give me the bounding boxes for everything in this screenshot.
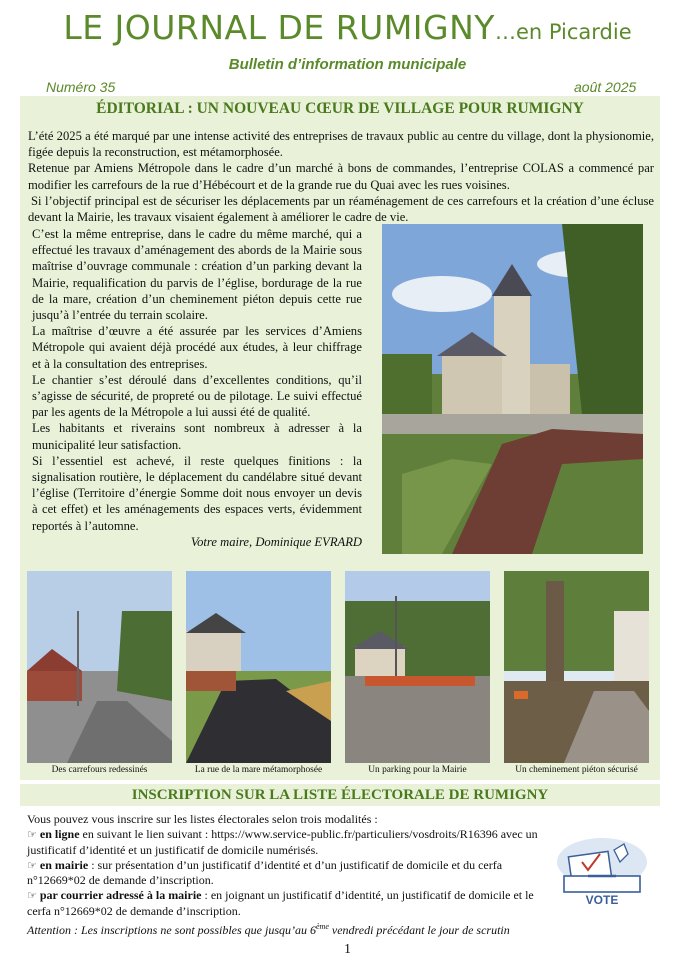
parking-photo — [345, 571, 490, 763]
method-online: ☞ en ligne en suivant le lien suivant : https://www.service-public.fr/particuliers/vosdroits/R16396 avec un justificatif d’identité et un justificatif de domicile numérisés. — [27, 827, 538, 857]
journal-title: LE JOURNAL DE RUMIGNY — [63, 8, 495, 47]
photo-caption: Un cheminement piéton sécurisé — [515, 765, 638, 775]
hand-pointer-icon: ☞ — [27, 828, 37, 842]
method-town-hall: ☞ en mairie : sur présentation d’un justificatif d’identité et d’un justificatif de domicile et du cerfa n°12669*02 de demande d’inscription. — [27, 857, 503, 888]
intro-paragraph: Si l’objectif principal est de sécuriser les déplacements par un réaménagement de ces carrefours et la création d’une écluse devant la Mairie, les travaux visaient également à améliorer le cadre de vie. — [28, 193, 654, 225]
issue-date: août 2025 — [574, 79, 637, 95]
hand-pointer-icon: ☞ — [27, 858, 37, 872]
column-paragraph: Les habitants et riverains sont nombreux à adresser à la municipalité leur satisfaction. — [32, 421, 362, 452]
vote-label: VOTE — [585, 893, 619, 907]
page-number: 1 — [344, 942, 351, 957]
editorial-intro — [28, 128, 654, 225]
column-paragraph: La maîtrise d’œuvre a été assurée par les services d’Amiens Métropole qui avaient déjà procédé aux études, à leur chiffrage et à la consultation des entreprises. — [32, 324, 362, 371]
inscription-intro: Vous pouvez vous inscrire sur les listes électorales selon trois modalités : — [27, 812, 378, 826]
intro-paragraph: Retenue par Amiens Métropole dans le cadre d’un marché à bons de commandes, l’entreprise COLAS a commencé par modifier les carrefours de la rue d’Hébécourt et de la grande rue du Quai avec les rues voisines. — [28, 161, 654, 192]
church-photo — [382, 224, 643, 554]
editorial-column — [32, 226, 362, 550]
crossroads-photo — [27, 571, 172, 763]
mare-street-photo — [186, 571, 331, 763]
editorial-title: ÉDITORIAL : UN NOUVEAU CŒUR DE VILLAGE POUR RUMIGNY — [96, 100, 584, 117]
column-paragraph: C’est la même entreprise, dans le cadre du même marché, qui a effectué les travaux d’aménagement des abords de la Mairie sous maîtrise d’ouvrage communale : création d’un parking devant la Mairie, requalification du parvis de l’église, bordurage de la rue de la mare, création d’un cheminement piéton depuis cette rue jusqu’à l’entrée du terrain scolaire. — [32, 227, 362, 323]
masthead — [0, 8, 695, 47]
ballot-box-icon — [552, 832, 652, 912]
method-mail: ☞ par courrier adressé à la mairie : en joignant un justificatif d’identité, un justificatif de domicile et le cerfa n°12669*02 de demande d’inscription. — [27, 888, 534, 918]
footpath-photo — [504, 571, 649, 763]
inscription-warning: Attention : Les inscriptions ne sont possibles que jusqu’au 6ème vendredi précédant le jour de scrutin — [27, 922, 510, 938]
inscription-title: INSCRIPTION SUR LA LISTE ÉLECTORALE DE RUMIGNY — [20, 784, 660, 806]
mayor-signature: Votre maire, Dominique EVRARD — [190, 534, 362, 549]
hand-pointer-icon: ☞ — [27, 889, 37, 903]
photo-caption: La rue de la mare métamorphosée — [194, 765, 323, 775]
journal-subtitle: Bulletin d’information municipale — [228, 56, 467, 73]
column-paragraph: Le chantier s’est déroulé dans d’excellentes conditions, qu’il s’agisse de sécurité, de propreté ou de pilotage. Le suivi effectué par les agents de la Métropole a lui aussi été de qualité. — [32, 372, 362, 420]
photo-caption: Des carrefours redessinés — [51, 765, 148, 775]
issue-number: Numéro 35 — [46, 79, 116, 95]
inscription-text — [27, 812, 540, 938]
column-paragraph: Si l’essentiel est achevé, il reste quelques finitions : la signalisation routière, le déplacement du candélabre situé devant l’église (Territoire d’énergie Somme doit nous envoyer un devis à cet effet) et les aménagements des espaces verts, évidemment reportés à l’automne. — [32, 453, 362, 533]
intro-paragraph: L’été 2025 a été marqué par une intense activité des entreprises de travaux public au centre du village, dont la physionomie, figée depuis la reconstruction, est métamorphosée. — [28, 129, 654, 160]
journal-title-suffix: …en Picardie — [494, 20, 632, 44]
photo-caption: Un parking pour la Mairie — [368, 765, 467, 775]
